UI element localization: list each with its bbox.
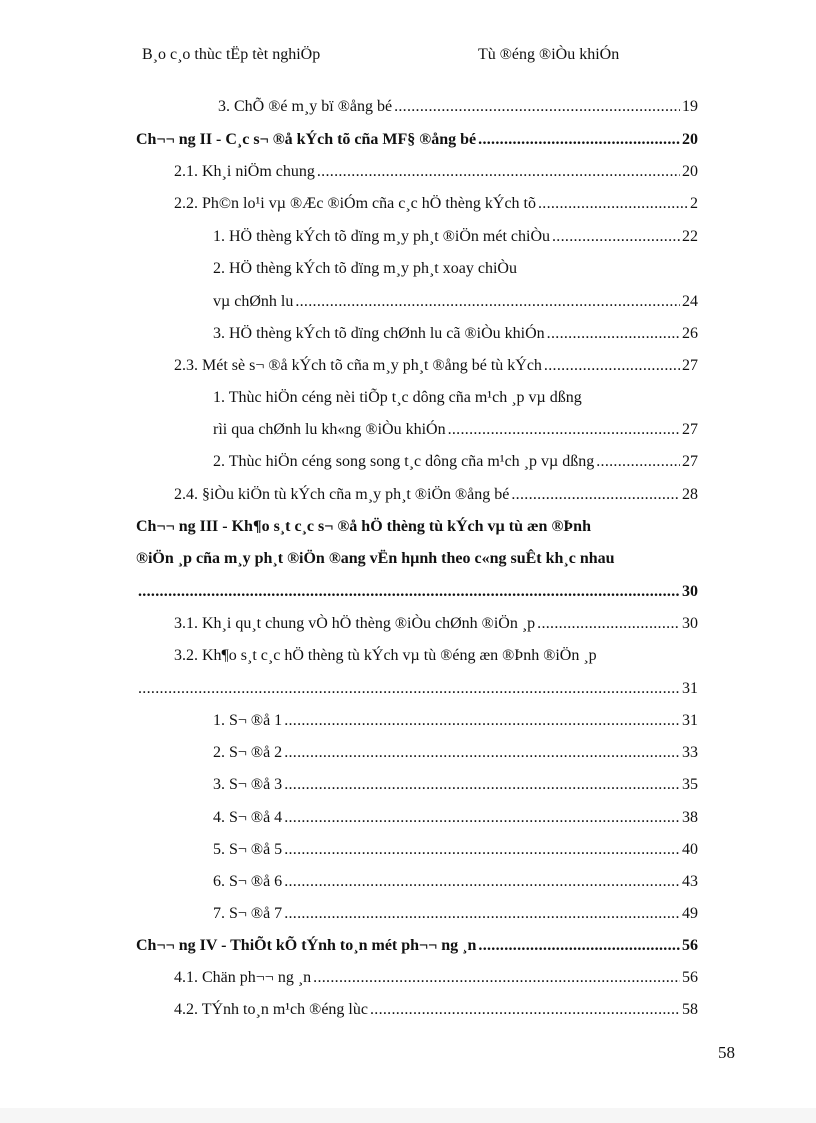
toc-entry [213, 808, 698, 830]
toc-entry-page: 58 [682, 1001, 698, 1018]
toc-entry [174, 614, 698, 636]
toc-entry-page: 27 [682, 357, 698, 374]
header-title-left: B¸o c¸o thùc tËp tèt nghiÖp [142, 46, 321, 63]
toc-leader-dots [547, 324, 680, 344]
toc-entry [213, 711, 698, 733]
toc-leader-dots [537, 614, 680, 634]
toc-leader-dots [478, 936, 680, 956]
toc-entry-title-line: 2. HÖ thèng kÝch tõ dïng m¸y ph¸t xoay chiÒu [213, 260, 517, 277]
toc-entry-title: vµ chØnh lu [213, 293, 294, 310]
toc-leader-dots [596, 452, 680, 472]
toc-entry-page: 30 [682, 615, 698, 632]
toc-entry-title: 2.4. §iÒu kiÖn tù kÝch cña m¸y ph¸t ®iÖn ®ång bé [174, 486, 510, 503]
toc-entry-title-line: 1. Thùc hiÖn céng nèi tiÕp t¸c dông cña m¹ch ¸p vµ dßng [213, 389, 582, 406]
toc-leader-dots [138, 679, 680, 699]
toc-entry-title: rìi qua chØnh lu kh«ng ®iÒu khiÓn [213, 421, 446, 438]
toc-entry-title: 4. S¬ ®å 4 [213, 809, 283, 826]
toc-entry-page: 56 [682, 937, 698, 954]
toc-leader-dots [284, 904, 680, 924]
toc-entry-title: 1. S¬ ®å 1 [213, 712, 283, 729]
toc-leader-dots [284, 711, 680, 731]
toc-entry [136, 582, 698, 604]
toc-entry [174, 485, 698, 507]
toc-entry-page: 43 [682, 873, 698, 890]
toc-entry-title: 5. S¬ ®å 5 [213, 841, 283, 858]
toc-entry-title: 2.3. Mét sè s¬ ®å kÝch tõ cña m¸y ph¸t ®ång bé tù kÝch [174, 357, 542, 374]
toc-entry-page: 33 [682, 744, 698, 761]
toc-leader-dots [284, 743, 680, 763]
toc-entry-title: 2.1. Kh¸i niÖm chung [174, 163, 315, 180]
toc-entry [174, 194, 698, 216]
toc-entry [213, 872, 698, 894]
toc-entry-title: 3.1. Kh¸i qu¸t chung vÒ hÖ thèng ®iÒu chØnh ®iÖn ¸p [174, 615, 536, 632]
toc-entry-page: 27 [682, 421, 698, 438]
toc-entry [136, 936, 698, 958]
page-bottom-edge [0, 1108, 816, 1123]
toc-entry-page: 20 [682, 131, 698, 148]
toc-leader-dots [544, 356, 680, 376]
toc-entry-title: 2. Thùc hiÖn céng song song t¸c dông cña m¹ch ¸p vµ dßng [213, 453, 595, 470]
toc-entry-title: 3. S¬ ®å 3 [213, 776, 283, 793]
toc-entry-page: 38 [682, 809, 698, 826]
toc-leader-dots [284, 872, 680, 892]
toc-leader-dots [394, 97, 680, 117]
toc-leader-dots [552, 227, 680, 247]
toc-entry-page: 30 [682, 583, 698, 600]
toc-entry-page: 24 [682, 293, 698, 310]
toc-leader-dots [284, 775, 680, 795]
toc-leader-dots [478, 130, 680, 150]
toc-entry [136, 130, 698, 152]
toc-entry-title-line: Ch¬¬ ng III - Kh¶o s¸t c¸c s¬ ®å hÖ thèng tù kÝch vµ tù æn ®Þnh [136, 518, 591, 535]
toc-entry [213, 775, 698, 797]
toc-entry-title: 2.2. Ph©n lo¹i vµ ®Æc ®iÓm cña c¸c hÖ thèng kÝch tõ [174, 195, 536, 212]
toc-entry [213, 227, 698, 249]
toc-leader-dots [370, 1000, 680, 1020]
toc-entry-title-line: ®iÖn ¸p cña m¸y ph¸t ®iÖn ®ang vËn hµnh theo c«ng suÊt kh¸c nhau [136, 550, 615, 567]
toc-entry-page: 56 [682, 969, 698, 986]
toc-leader-dots [295, 292, 680, 312]
toc-entry-title: 4.1. Chän ph¬¬ ng ¸n [174, 969, 312, 986]
toc-leader-dots [317, 162, 680, 182]
toc-entry-title: 7. S¬ ®å 7 [213, 905, 283, 922]
toc-entry-page: 28 [682, 486, 698, 503]
toc-entry [136, 679, 698, 701]
toc-entry [174, 356, 698, 378]
toc-leader-dots [284, 840, 680, 860]
toc-entry [213, 292, 698, 314]
toc-leader-dots [284, 808, 680, 828]
toc-entry-title: 2. S¬ ®å 2 [213, 744, 283, 761]
toc-entry [213, 420, 698, 442]
toc-entry [213, 904, 698, 926]
toc-entry [213, 840, 698, 862]
toc-entry-title: 4.2. TÝnh to¸n m¹ch ®éng lùc [174, 1001, 368, 1018]
header-title-right: Tù ®éng ®iÒu khiÓn [478, 46, 620, 63]
toc-entry-page: 20 [682, 163, 698, 180]
toc-leader-dots [313, 968, 680, 988]
toc-entry-title-line: 3.2. Kh¶o s¸t c¸c hÖ thèng tù kÝch vµ tù ®éng æn ®Þnh ®iÖn ¸p [174, 647, 597, 664]
toc-entry-title: 6. S¬ ®å 6 [213, 873, 283, 890]
toc-entry-page: 22 [682, 228, 698, 245]
toc-leader-dots [138, 582, 680, 602]
toc-entry-page: 40 [682, 841, 698, 858]
toc-entry-page: 49 [682, 905, 698, 922]
toc-entry-page: 19 [682, 98, 698, 115]
toc-leader-dots [448, 420, 680, 440]
toc-entry [213, 743, 698, 765]
toc-entry-page: 35 [682, 776, 698, 793]
toc-entry [174, 968, 698, 990]
toc-leader-dots [511, 485, 680, 505]
toc-entry [213, 324, 698, 346]
toc-entry-title: 3. ChÕ ®é m¸y bï ®ång bé [218, 98, 393, 115]
toc-entry-title: Ch¬¬ ng II - C¸c s¬ ®å kÝch tõ cña MF§ ®ång bé [136, 131, 477, 148]
toc-entry-page: 31 [682, 680, 698, 697]
toc-entry-page: 2 [690, 195, 698, 212]
toc-entry-title: 3. HÖ thèng kÝch tõ dïng chØnh lu cã ®iÒu khiÓn [213, 325, 545, 342]
page-number: 58 [718, 1043, 735, 1062]
toc-entry [213, 452, 698, 474]
toc-entry [174, 162, 698, 184]
toc-entry-title: 1. HÖ thèng kÝch tõ dïng m¸y ph¸t ®iÖn mét chiÒu [213, 228, 550, 245]
toc-entry-page: 26 [682, 325, 698, 342]
toc-leader-dots [538, 194, 688, 214]
toc-entry-page: 31 [682, 712, 698, 729]
toc-entry-title: Ch¬¬ ng IV - ThiÕt kÕ tÝnh to¸n mét ph¬¬ ng ¸n [136, 937, 477, 954]
toc-entry-page: 27 [682, 453, 698, 470]
toc-entry [174, 1000, 698, 1022]
toc-entry [218, 97, 698, 119]
